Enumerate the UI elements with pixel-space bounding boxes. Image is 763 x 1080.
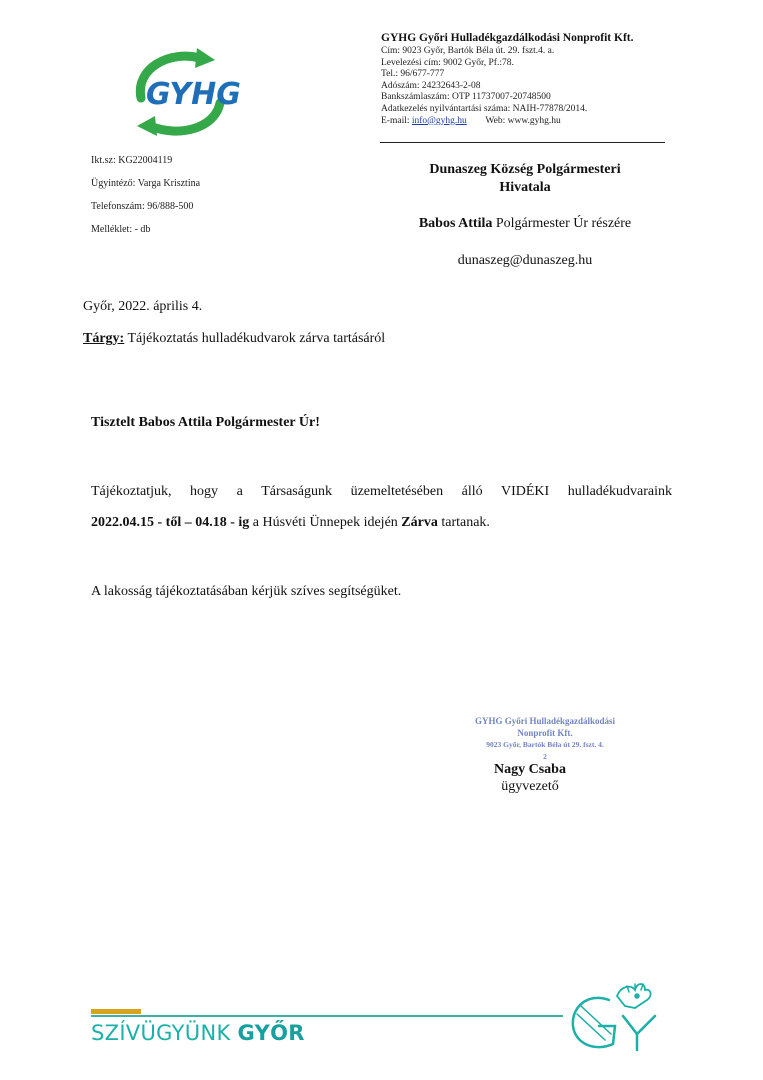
company-registry: Adatkezelés nyilvántartási száma: NAIH-77878/2014. [381,103,588,114]
gyor-rooster-logo [565,978,663,1056]
footer-teal-line [91,1015,563,1017]
footer-slogan [91,1021,305,1045]
logo-text: GYHG [146,77,241,112]
signature-block [445,761,615,795]
footer-gold-bar [91,1009,141,1014]
recipient-role: Polgármester Úr részére [492,216,632,231]
slogan-bold: GYŐR [237,1021,305,1045]
stamp-line3: 9023 Győr, Bartók Béla út 29. fszt. 4. [486,740,604,749]
subject-line [83,331,385,347]
body-mid: a Húsvéti Ünnepek idején [249,515,402,530]
body-line1: Tájékoztatjuk, hogy a Társaságunk üzemeltetésében álló VIDÉKI hulladékudvaraink [91,484,672,499]
closed-word: Zárva [401,515,438,530]
body-end: tartanak. [437,515,490,530]
email-link[interactable]: info@gyhg.hu [411,115,467,126]
company-name: GYHG Győri Hulladékgazdálkodási Nonprofit Kft. [381,32,634,44]
recycle-arrows-icon [125,48,250,136]
company-phone: Tel.: 96/677-777 [381,69,445,80]
reference-block [91,155,200,247]
body-paragraph [91,476,672,538]
header-divider [380,142,665,143]
closure-dates: 2022.04.15 - től – 04.18 - ig [91,515,250,530]
recipient-org-line2: Hivatala [499,180,551,195]
gyhg-logo [125,48,250,136]
company-postal: Levelezési cím: 9002 Győr, Pf.:78. [381,57,514,68]
rooster-icon [565,978,663,1056]
reference-phone: Telefonszám: 96/888-500 [91,201,194,212]
subject-text: Tájékoztatás hulladékudvarok zárva tartásáról [124,331,386,346]
case-officer: Ügyintéző: Varga Krisztina [91,178,201,189]
date-line: Győr, 2022. április 4. [83,299,203,314]
company-address: Cím: 9023 Győr, Bartók Béla út. 29. fszt.4. a. [381,46,555,56]
recipient-person [400,216,650,232]
recipient-name: Babos Attila [418,216,493,231]
email-label: E-mail: [381,115,410,126]
company-bank: Bankszámlaszám: OTP 11737007-20748500 [381,92,551,103]
signer-title: ügyvezető [501,779,559,794]
recipient-email: dunaszeg@dunaszeg.hu [457,253,593,268]
salutation: Tisztelt Babos Attila Polgármester Úr! [91,415,320,430]
file-number: Ikt.sz: KG22004119 [91,155,173,166]
signer-name: Nagy Csaba [494,762,566,777]
recipient-block [400,161,650,269]
web-address: Web: www.gyhg.hu [485,115,561,126]
company-contact [381,116,681,128]
stamp-line1: GYHG Győri Hulladékgazdálkodási [474,716,616,726]
request-line: A lakosság tájékoztatásában kérjük szíves segítségüket. [91,584,402,599]
subject-label: Tárgy: [83,331,125,346]
company-tax: Adószám: 24232643-2-08 [381,80,481,91]
body-line2 [91,507,672,538]
recipient-org-line1: Dunaszeg Község Polgármesteri [429,162,621,177]
stamp-line4: 2 [543,751,547,761]
stamp-line2: Nonprofit Kft. [517,727,573,738]
slogan-light: SZÍVÜGYÜNK [91,1021,238,1045]
company-header [381,31,681,127]
company-stamp [445,716,645,762]
attachment: Melléklet: - db [91,224,151,235]
